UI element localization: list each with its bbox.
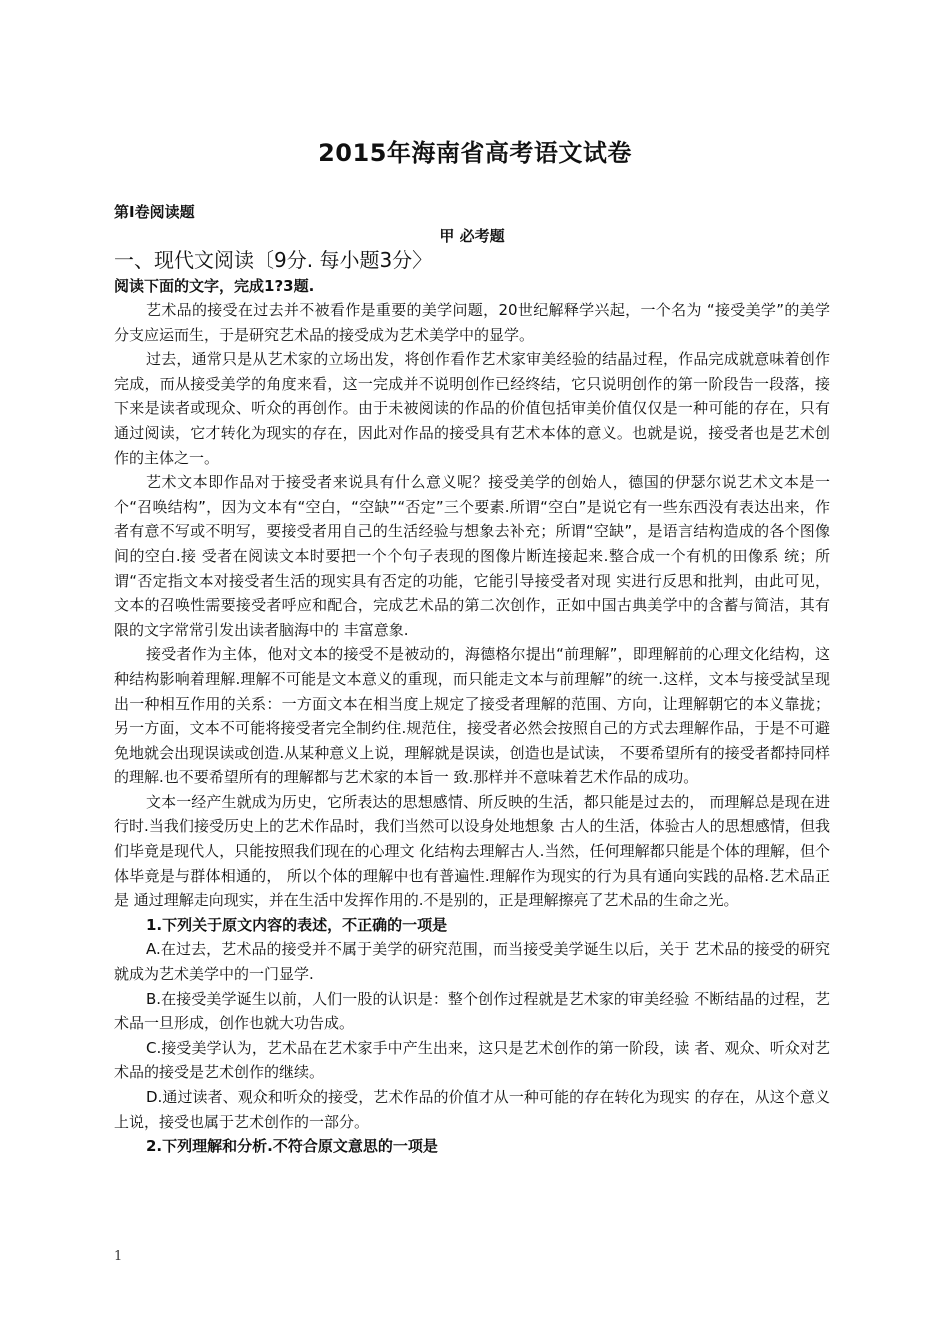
paragraph-1: 艺术品的接受在过去并不被看作是重要的美学问题，20世纪解释学兴起，一个名为 “接受美学”的美学分支应运而生，于是研究艺术品的接受成为艺术美学中的显学。 (114, 301, 830, 344)
question-1-option-d: D.通过读者、观众和听众的接受，艺术作品的价值才从一种可能的存在转化为现实 的存在，从这个意义上说，接受也属于艺术创作的一部分。 (114, 1088, 830, 1131)
paragraph-4: 接受者作为主体，他对文本的接受不是被动的，海德格尔提出“前理解”，即理解前的心理文化结构，这种结构影响着理解.理解不可能是文本意义的重现，而只能走文本与前理解”的统一.这样，文本与接受試呈现出一种相互作用的关系：一方面文本在相当度上规定了接受者理解的范围、方向，让理解朝它的本义靠拢；另一方面，文本不可能将接受者完全制约住.规范住，接受者必然会按照自己的方式去理解作品，于是不可避免地就会出现误读或创造.从某种意义上说，理解就是误读，创造也是试读， 不要希望所有的接受者都持同样的理解.也不要希望所有的理解都与艺术家的本旨一 致.那样并不意味着艺术作品的成功。 (114, 645, 830, 787)
question-1-title: 1.下列关于原文内容的表述，不正确的一项是 (146, 915, 448, 934)
sub-header: 甲 必考题 (439, 227, 505, 245)
question-2-title: 2.下列理解和分析.不符合原文意思的一项是 (146, 1137, 438, 1156)
page-number: 1 (114, 1249, 123, 1264)
instruction: 阅读下面的文字，完成1?3题. (114, 277, 315, 295)
part-title: 一、现代文阅读〔9分. 每小题3分〉 (114, 248, 433, 272)
document-body (114, 199, 830, 1159)
document-title: 2015年海南省高考语文试卷 (318, 139, 632, 167)
paragraph-5: 文本一经产生就成为历史，它所表达的思想感情、所反映的生活，都只能是过去的， 而理解总是现在进行时.当我们接受历史上的艺术作品时，我们当然可以设身处地想象 古人的生活，体验古人的思想感情，但我们毕竟是现代人，只能按照我们现在的心理文 化结构去理解古人.当然，任何理解都只能是个体的理解，但个体毕竟是与群体相通的， 所以个体的理解中也有普遍性.理解作为现实的行为具有通向实践的品格.艺术品正是 通过理解走向现实，并在生活中发挥作用的.不是别的，正是理解擦亮了艺术品的生命之光。 (114, 792, 830, 910)
paragraph-3: 艺术文本即作品对于接受者来说具有什么意义呢？接受美学的创始人，德国的伊瑟尔说艺术文本是一个“召唤结构”，因为文本有“空白，“空缺”“否定”三个要素.所谓“空白”是说它有一些东西没有表达出来，作者有意不写或不明写，要接受者用自己的生活经验与想象去补充；所谓“空缺”，是语言结构造成的各个图像间的空白.接 受者在阅读文本时要把一个个句子表现的图像片断连接起来.整合成一个有机的田像系 统；所谓“否定指文本对接受者生活的现实具有否定的功能，它能引导接受者对现 实进行反思和批判，由此可见，文本的召唤性需要接受者呼应和配合，完成艺术品的第二次创作，正如中国古典美学中的含蓄与简洁，其有限的文字常常引发出读者脑海中的 丰富意象. (114, 473, 830, 639)
question-1-option-b: B.在接受美学诞生以前，人们一股的认识是：整个创作过程就是艺术家的审美经验 不断结晶的过程，艺术品一旦形成，创作也就大功告成。 (114, 989, 830, 1033)
section-header: 第Ⅰ卷阅读题 (114, 203, 195, 221)
paragraph-2: 过去，通常只是从艺术家的立场出发，将创作看作艺术家审美经验的结晶过程，作品完成就意味着创作完成，而从接受美学的角度来看，这一完成并不说明创作已经终结，它只说明创作的第一阶段告一段落，接下来是读者或现众、听众的再创作。由于未被阅读的作品的价值包括审美价值仅仅是一种可能的存在，只有通过阅读，它才转化为现实的存在，因此对作品的接受具有艺术本体的意义。也就是说，接受者也是艺术创作的主体之一。 (114, 350, 830, 467)
question-1-option-a: A.在过去，艺术品的接受并不属于美学的研究范围，而当接受美学诞生以后，关于 艺术品的接受的研究就成为艺术美学中的一门显学. (114, 940, 830, 984)
question-1-option-c: C.接受美学认为，艺术品在艺术家手中产生出来，这只是艺术创作的第一阶段，读 者、观众、听众对艺术品的接受是艺术创作的继续。 (114, 1038, 830, 1082)
